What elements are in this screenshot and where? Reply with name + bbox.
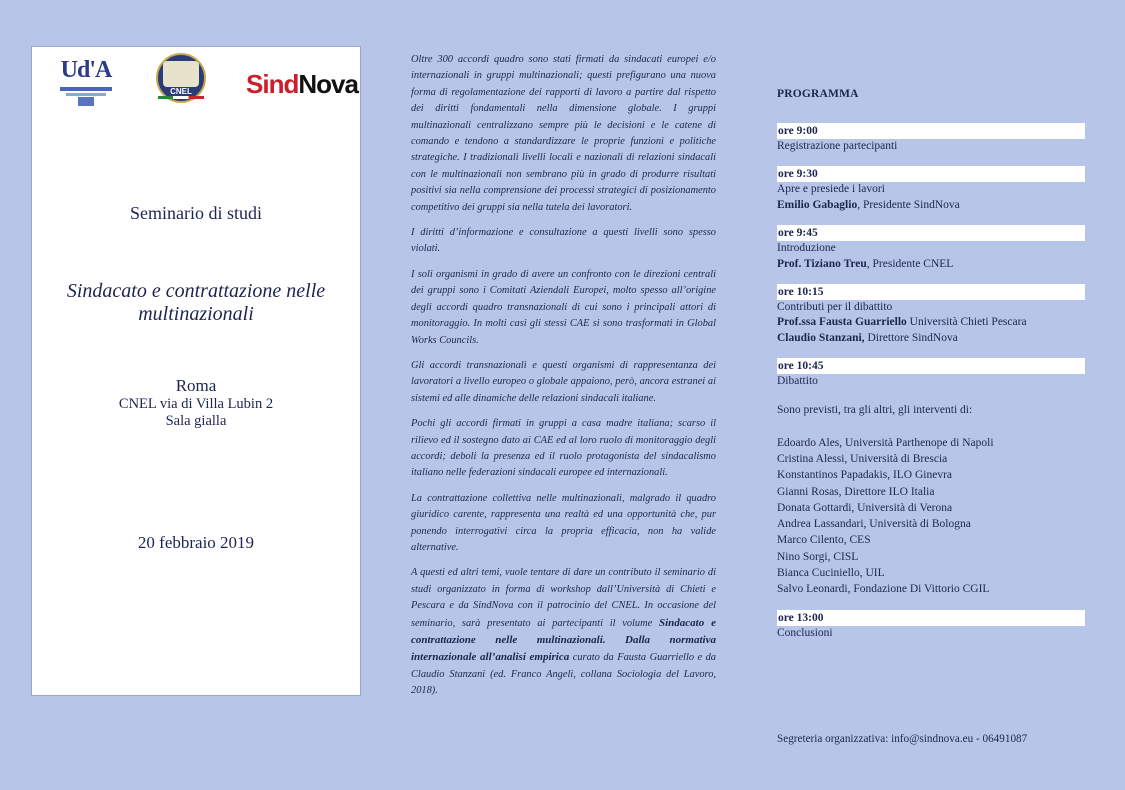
programme [777, 88, 1085, 653]
slot-line: Conclusioni [777, 626, 833, 639]
secretariat-contact: Segreteria organizzativa: info@sindnova.eu - 06491087 [777, 733, 1028, 745]
sindnova-logo: SindNova [246, 69, 358, 99]
slot-time: ore 10:45 [777, 358, 1085, 374]
event-date: 20 febbraio 2019 [137, 533, 255, 552]
programme-title: PROGRAMMA [777, 88, 859, 100]
speaker-item: Nino Sorgi, CISL [777, 550, 859, 563]
speaker-item: Marco Cilento, CES [777, 534, 871, 547]
programme-slot [777, 123, 1085, 154]
slot-time: ore 9:30 [777, 166, 1085, 182]
speaker-item: Cristina Alessi, Università di Brescia [777, 452, 948, 465]
slot-line: Prof. Tiziano Treu, Presidente CNEL [777, 257, 954, 270]
speakers-list [777, 435, 1085, 598]
uda-logo-text: Ud'A [60, 57, 112, 83]
event-venue: CNEL via di Villa Lubin 2 [118, 396, 274, 412]
intro-paragraph: Oltre 300 accordi quadro sono stati firmati da sindacati europei e/o internazionali in gruppi multinazionali; questi prefigurano una nuova forma di regolamentazione dei rapporti di lavoro a partire dal rispetto dei diritti fondamentali nella dimensione globale. I gruppi multinazionali centralizzano sempre più le decisioni e le catene di comando e tendono a standardizzare le proprie funzioni e politiche strategiche. I tradizionali livelli locali e nazionali di relazioni sindacali con le multinazionali non sembrano più in grado di produrre risultati positivi sia nella comprensione dei processi strategici di posizionamento competitivo dei gruppi sia nella tutela dei lavoratori. [411, 54, 716, 213]
slot-time: ore 9:00 [777, 123, 1085, 139]
event-room: Sala gialla [165, 413, 227, 429]
seminar-title: Seminario di studi [130, 203, 262, 223]
book-title: Sindacato e contrattazione nelle multinazionali. Dalla normativa internazionale all’analisi empirica [411, 616, 716, 664]
event-city: Roma [175, 376, 217, 395]
uda-logo [58, 57, 114, 107]
speaker-item: Gianni Rosas, Direttore ILO Italia [777, 485, 935, 498]
intro-paragraph: Pochi gli accordi firmati in gruppi a casa madre italiana; scarso il rilievo ed il sostegno dato ai CAE ed al loro ruolo di monitoraggio degli accordi; deboli la presenza ed il ruolo protagonista del sindacalismo italiano nelle federazioni sindacali europee ed internazionali. [411, 418, 716, 479]
intro-paragraph: I soli organismi in grado di avere un confronto con le direzioni centrali dei gruppi sono i Comitati Aziendali Europei, molto spesso all’origine degli accordi quadro transnazionali di cui sono i principali attori di monitoraggio. In molti casi gli stessi CAE si sono trasformati in Global Works Councils. [411, 268, 716, 346]
slot-line: Dibattito [777, 375, 818, 388]
slot-time: ore 9:45 [777, 225, 1085, 241]
speaker-item: Salvo Leonardi, Fondazione Di Vittorio CGIL [777, 583, 990, 596]
intro-last-paragraph: A questi ed altri temi, vuole tentare di dare un contributo il seminario di studi organizzato in forma di workshop dall’Università di Chieti e Pescara e da SindNova con il patrocinio del CNEL. In occasione del seminario, sarà presentato ai partecipanti il volume Sindacato e contrattazione nelle multinazionali. Dalla normativa internazionale all’analisi empirica curato da Fausta Guarriello e da Claudio Stanzani (ed. Franco Angeli, collana Sociologia del Lavoro, 2018). [411, 567, 717, 697]
programme-slot [777, 358, 1085, 389]
event-title: Sindacato e contrattazione nelle multinazionali [66, 280, 326, 325]
slot-time: ore 10:15 [777, 284, 1085, 300]
intro-paragraph: I diritti d’informazione e consultazione a questi livelli sono spesso violati. [411, 227, 716, 255]
programme-slot [777, 166, 1085, 213]
intro-paragraph: Gli accordi transnazionali e questi organismi di rappresentanza dei lavoratori a livello europeo o globale appaiono, però, ancora estranei ai sistemi ed alle dinamiche delle relazioni sindacali italiane. [411, 359, 716, 404]
programme-slot-closing [777, 610, 1085, 641]
speaker-item: Bianca Cuciniello, UIL [777, 567, 885, 580]
slot-line: Registrazione partecipanti [777, 140, 898, 152]
slot-line: Introduzione [777, 242, 836, 255]
slot-line: Claudio Stanzani, Direttore SindNova [777, 331, 958, 344]
speaker-item: Andrea Lassandari, Università di Bologna [777, 518, 971, 531]
slot-line: Contributi per il dibattito [777, 301, 893, 314]
speaker-item: Edoardo Ales, Università Parthenope di Napoli [777, 436, 994, 449]
slot-line: Apre e presiede i lavori [777, 183, 885, 196]
intro-paragraph: La contrattazione collettiva nelle multinazionali, malgrado il quadro giuridico carente, rappresenta una realtà ed una opportunità che, pur ponendo interrogativi circa la propria efficacia, non ha valide alternative. [411, 492, 716, 553]
speakers-intro: Sono previsti, tra gli altri, gli interventi di: [777, 403, 973, 416]
slot-time: ore 13:00 [777, 610, 1085, 626]
cover-panel [31, 46, 361, 696]
slot-line: Emilio Gabaglio, Presidente SindNova [777, 198, 960, 211]
intro-text [411, 52, 716, 709]
cnel-logo-text: CNEL [170, 87, 192, 96]
speaker-item: Donata Gottardi, Università di Verona [777, 501, 953, 514]
speaker-item: Konstantinos Papadakis, ILO Ginevra [777, 469, 953, 482]
slot-line: Prof.ssa Fausta Guarriello Università Chieti Pescara [777, 316, 1027, 329]
programme-slot [777, 284, 1085, 346]
cnel-logo [148, 53, 216, 105]
programme-slot [777, 225, 1085, 272]
